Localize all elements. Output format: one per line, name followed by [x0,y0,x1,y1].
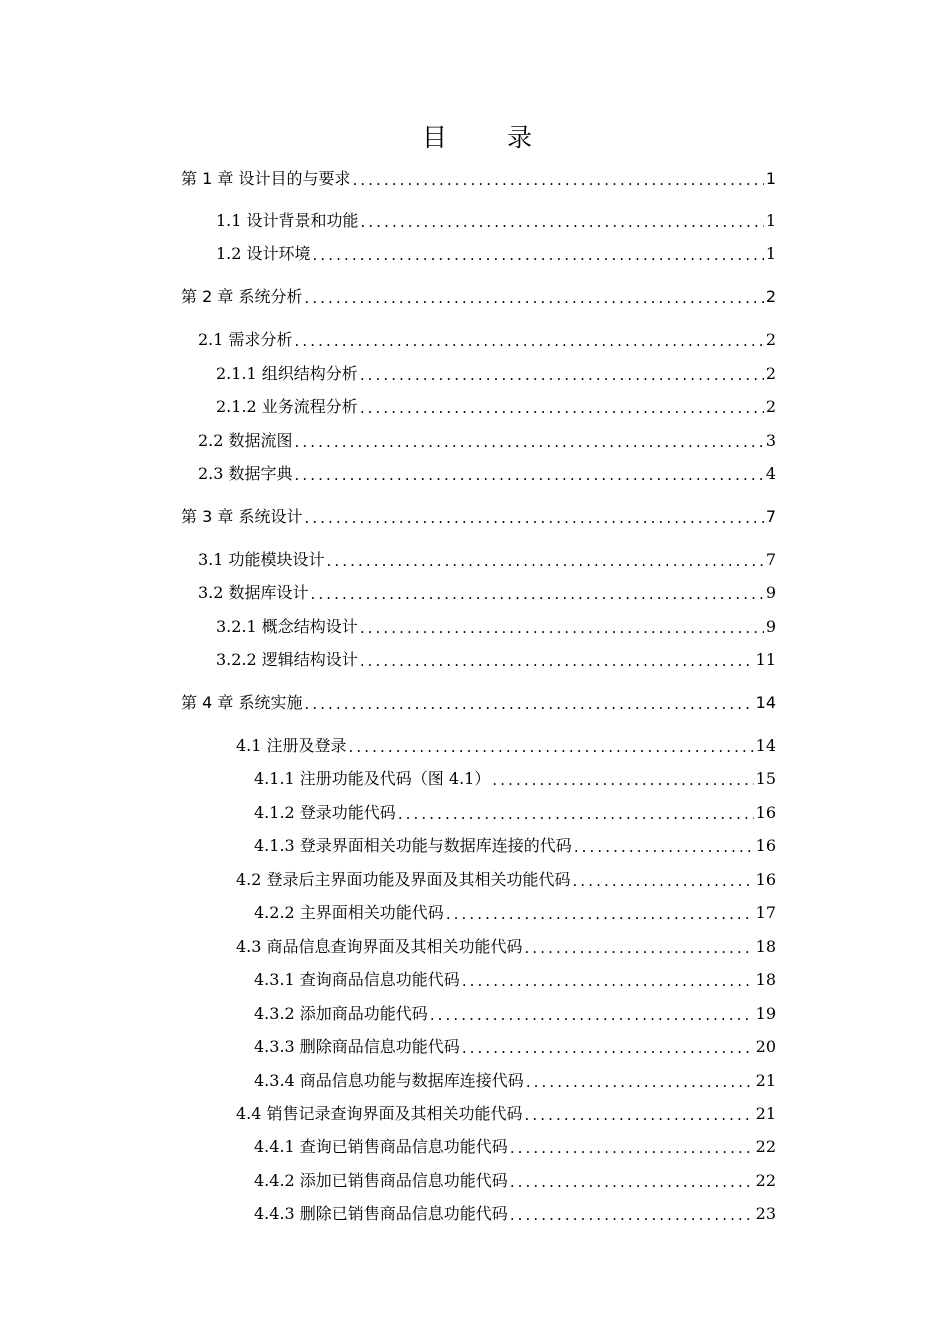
toc-entry-4-3-2[interactable] [254,1001,776,1025]
toc-entry-4-4[interactable] [236,1101,776,1125]
dot-leader [360,651,754,671]
toc-entry-page: 7 [765,507,776,526]
dot-leader [304,694,753,714]
toc-entry-page: 9 [765,583,776,602]
toc-entry-label: 4.3.4 商品信息功能与数据库连接代码 [254,1071,524,1090]
toc-entry-2-1[interactable] [198,327,776,351]
dot-leader [573,871,754,891]
dot-leader [361,212,764,232]
dot-leader [525,1105,754,1125]
toc-title: 目 录 [422,123,558,152]
toc-entry-label: 3.2 数据库设计 [198,583,309,602]
toc-entry-4-3-4[interactable] [254,1068,776,1092]
toc-entry-4-4-2[interactable] [254,1168,776,1192]
toc-entry-page: 1 [765,169,776,188]
toc-entry-label: 第 3 章 系统设计 [181,507,303,526]
toc-entry-page: 7 [765,550,776,569]
dot-leader [313,245,764,265]
toc-entry-3-2-1[interactable] [216,614,776,638]
toc-entry-1-2[interactable] [216,241,776,265]
toc-entry-label: 4.1.3 登录界面相关功能与数据库连接的代码 [254,836,572,855]
dot-leader [492,770,753,790]
toc-entry-page: 15 [755,769,776,788]
toc-entry-4-4-1[interactable] [254,1134,776,1158]
toc-entry-4-1-1[interactable] [254,766,776,790]
toc-entry-label: 4.4.3 删除已销售商品信息功能代码 [254,1204,508,1223]
toc-entry-page: 20 [755,1037,776,1056]
toc-entry-label: 2.1.2 业务流程分析 [216,397,358,416]
dot-leader [349,737,754,757]
toc-entry-page: 2 [765,364,776,383]
toc-entry-label: 第 1 章 设计目的与要求 [181,169,351,188]
toc-entry-chapter-4[interactable] [181,690,776,714]
toc-entry-label: 4.3.1 查询商品信息功能代码 [254,970,460,989]
toc-entry-page: 17 [755,903,776,922]
toc-entry-4-1-2[interactable] [254,800,776,824]
toc-entry-label: 4.1.2 登录功能代码 [254,803,396,822]
toc-entry-label: 3.1 功能模块设计 [198,550,325,569]
dot-leader [510,1205,754,1225]
dot-leader [462,971,754,991]
dot-leader [295,331,764,351]
toc-entry-4-3[interactable] [236,934,776,958]
toc-entry-label: 4.3.3 删除商品信息功能代码 [254,1037,460,1056]
toc-entry-page: 19 [755,1004,776,1023]
toc-entry-page: 14 [755,736,776,755]
toc-entry-page: 21 [755,1071,776,1090]
dot-leader [574,837,754,857]
toc-entry-chapter-1[interactable] [181,166,776,190]
toc-entry-3-2-2[interactable] [216,647,776,671]
toc-entry-page: 3 [765,431,776,450]
toc-entry-page: 1 [765,211,776,230]
dot-leader [352,170,763,190]
toc-entry-3-2[interactable] [198,580,776,604]
toc-entry-label: 第 4 章 系统实施 [181,693,303,712]
toc-entry-label: 4.1.1 注册功能及代码（图 4.1） [254,769,491,788]
dot-leader [360,398,764,418]
toc-entry-page: 21 [755,1104,776,1123]
toc-entry-page: 22 [755,1171,776,1190]
toc-entry-label: 2.1.1 组织结构分析 [216,364,358,383]
dot-leader [311,584,764,604]
toc-entry-label: 1.2 设计环境 [216,244,311,263]
toc-entry-page: 2 [765,287,776,306]
toc-entry-label: 3.2.1 概念结构设计 [216,617,358,636]
toc-entry-2-3[interactable] [198,461,776,485]
toc-entry-4-1-3[interactable] [254,833,776,857]
dot-leader [295,465,764,485]
dot-leader [510,1138,754,1158]
toc-entry-label: 4.3 商品信息查询界面及其相关功能代码 [236,937,523,956]
toc-entry-page: 2 [765,397,776,416]
toc-entry-chapter-3[interactable] [181,504,776,528]
dot-leader [304,508,763,528]
dot-leader [446,904,754,924]
toc-entry-page: 9 [765,617,776,636]
dot-leader [462,1038,754,1058]
toc-entry-4-2-2[interactable] [254,900,776,924]
toc-entry-label: 3.2.2 逻辑结构设计 [216,650,358,669]
dot-leader [360,618,764,638]
toc-entry-label: 4.4 销售记录查询界面及其相关功能代码 [236,1104,523,1123]
toc-entry-page: 23 [755,1204,776,1223]
toc-entry-label: 2.2 数据流图 [198,431,293,450]
toc-entry-2-1-1[interactable] [216,361,776,385]
dot-leader [510,1172,754,1192]
toc-entry-4-4-3[interactable] [254,1201,776,1225]
toc-entry-page: 18 [755,937,776,956]
toc-entry-page: 16 [755,870,776,889]
toc-entry-page: 1 [765,244,776,263]
toc-entry-label: 4.4.1 查询已销售商品信息功能代码 [254,1137,508,1156]
toc-entry-page: 14 [755,693,776,712]
toc-entry-4-3-1[interactable] [254,967,776,991]
toc-entry-page: 18 [755,970,776,989]
dot-leader [526,1072,754,1092]
toc-entry-label: 第 2 章 系统分析 [181,287,303,306]
toc-entry-page: 11 [755,650,776,669]
toc-entry-2-1-2[interactable] [216,394,776,418]
toc-entry-page: 4 [765,464,776,483]
toc-entry-page: 16 [755,803,776,822]
toc-entry-2-2[interactable] [198,428,776,452]
toc-entry-label: 4.4.2 添加已销售商品信息功能代码 [254,1171,508,1190]
toc-entry-label: 4.1 注册及登录 [236,736,347,755]
toc-entry-4-3-3[interactable] [254,1034,776,1058]
toc-entry-3-1[interactable] [198,547,776,571]
dot-leader [430,1005,754,1025]
toc-entry-label: 1.1 设计背景和功能 [216,211,359,230]
dot-leader [304,288,763,308]
toc-entry-page: 22 [755,1137,776,1156]
toc-entry-chapter-2[interactable] [181,284,776,308]
toc-entry-label: 4.2.2 主界面相关功能代码 [254,903,444,922]
dot-leader [360,365,764,385]
dot-leader [295,432,764,452]
toc-entry-label: 4.3.2 添加商品功能代码 [254,1004,428,1023]
toc-entry-label: 2.3 数据字典 [198,464,293,483]
dot-leader [398,804,754,824]
toc-entry-4-1[interactable] [236,733,776,757]
toc-entry-label: 4.2 登录后主界面功能及界面及其相关功能代码 [236,870,571,889]
toc-entry-1-1[interactable] [216,208,776,232]
toc-entry-page: 2 [765,330,776,349]
toc-entry-page: 16 [755,836,776,855]
dot-leader [525,938,754,958]
dot-leader [327,551,764,571]
toc-entry-4-2[interactable] [236,867,776,891]
toc-entry-label: 2.1 需求分析 [198,330,293,349]
